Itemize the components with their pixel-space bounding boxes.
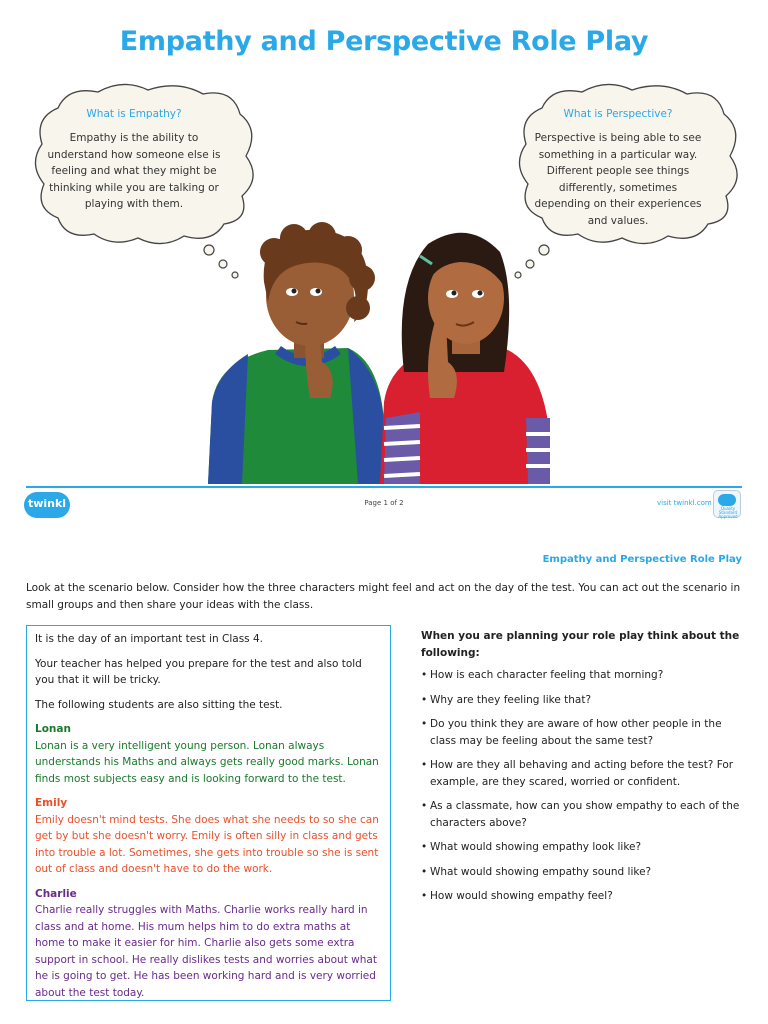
planning-questions bbox=[421, 628, 741, 913]
perspective-heading: What is Perspective? bbox=[563, 108, 673, 120]
scenario-line: It is the day of an important test in Class 4. bbox=[35, 633, 263, 645]
footer-divider bbox=[26, 486, 742, 488]
character-description-charlie: Charlie really struggles with Maths. Charlie works really hard in class and at home. His mum helps him to do extra maths at home to make it easier for him. Charlie also gets some extra support in school. He really dislikes tests and worries about what he is going to get. He has been working hard and is very worried about the test today. bbox=[35, 904, 377, 999]
planning-heading: When you are planning your role play think about the following: bbox=[421, 630, 740, 659]
page2-header: Empathy and Perspective Role Play bbox=[542, 554, 742, 565]
children-thinking-illustration bbox=[198, 222, 570, 484]
list-item: • What would showing empathy sound like? bbox=[421, 865, 652, 878]
character-name-lonan: Lonan bbox=[35, 723, 71, 735]
scenario-line: Your teacher has helped you prepare for the test and also told you that it will be tricky. bbox=[35, 657, 362, 686]
list-item: • Why are they feeling like that? bbox=[421, 693, 592, 706]
list-item: • Do you think they are aware of how other people in the class may be feeling about the same test? bbox=[421, 718, 722, 747]
twinkl-logo[interactable]: twinkl bbox=[24, 492, 70, 518]
list-item: • As a classmate, how can you show empathy to each of the characters above? bbox=[421, 800, 740, 829]
list-item: • How are they all behaving and acting before the test? For example, are they scared, worried or confident. bbox=[421, 759, 734, 788]
visit-link[interactable]: visit twinkl.com bbox=[657, 499, 712, 507]
quality-badge-icon bbox=[713, 490, 741, 518]
empathy-heading: What is Empathy? bbox=[86, 108, 182, 120]
character-description-emily: Emily doesn't mind tests. She does what she needs to so she can get by but she doesn't worry. Emily is often silly in class and gets into trouble a lot. Sometimes, she gets into trouble so she is sent out of class and doesn't have to do the work. bbox=[35, 813, 379, 875]
page-title: Empathy and Perspective Role Play bbox=[119, 26, 649, 57]
list-item: • What would showing empathy look like? bbox=[421, 841, 642, 853]
character-description-lonan: Lonan is a very intelligent young person. Lonan always understands his Maths and always gets really good marks. Lonan finds most subjects easy and is looking forward to the test. bbox=[35, 739, 379, 785]
page-number: Page 1 of 2 bbox=[364, 499, 404, 507]
list-item: • How is each character feeling that morning? bbox=[421, 669, 664, 681]
character-name-charlie: Charlie bbox=[35, 887, 77, 900]
scenario-line: The following students are also sitting the test. bbox=[35, 698, 283, 711]
scenario-box bbox=[26, 625, 391, 1001]
perspective-definition: Perspective is being able to see something in a particular way. Different people see things differently, sometimes depending on their experiences and values. bbox=[534, 132, 702, 227]
instructions-text: Look at the scenario below. Consider how the three characters might feel and act on the day of the test. You can act out the scenario in small groups and then share your ideas with the class. bbox=[26, 582, 741, 611]
list-item: • How would showing empathy feel? bbox=[421, 890, 613, 902]
character-name-emily: Emily bbox=[35, 797, 68, 809]
quality-badge-text: Quality Standard Approved bbox=[718, 506, 738, 519]
empathy-definition: Empathy is the ability to understand how someone else is feeling and what they might be thinking while you are talking or playing with them. bbox=[47, 132, 221, 210]
question-list bbox=[421, 667, 741, 905]
